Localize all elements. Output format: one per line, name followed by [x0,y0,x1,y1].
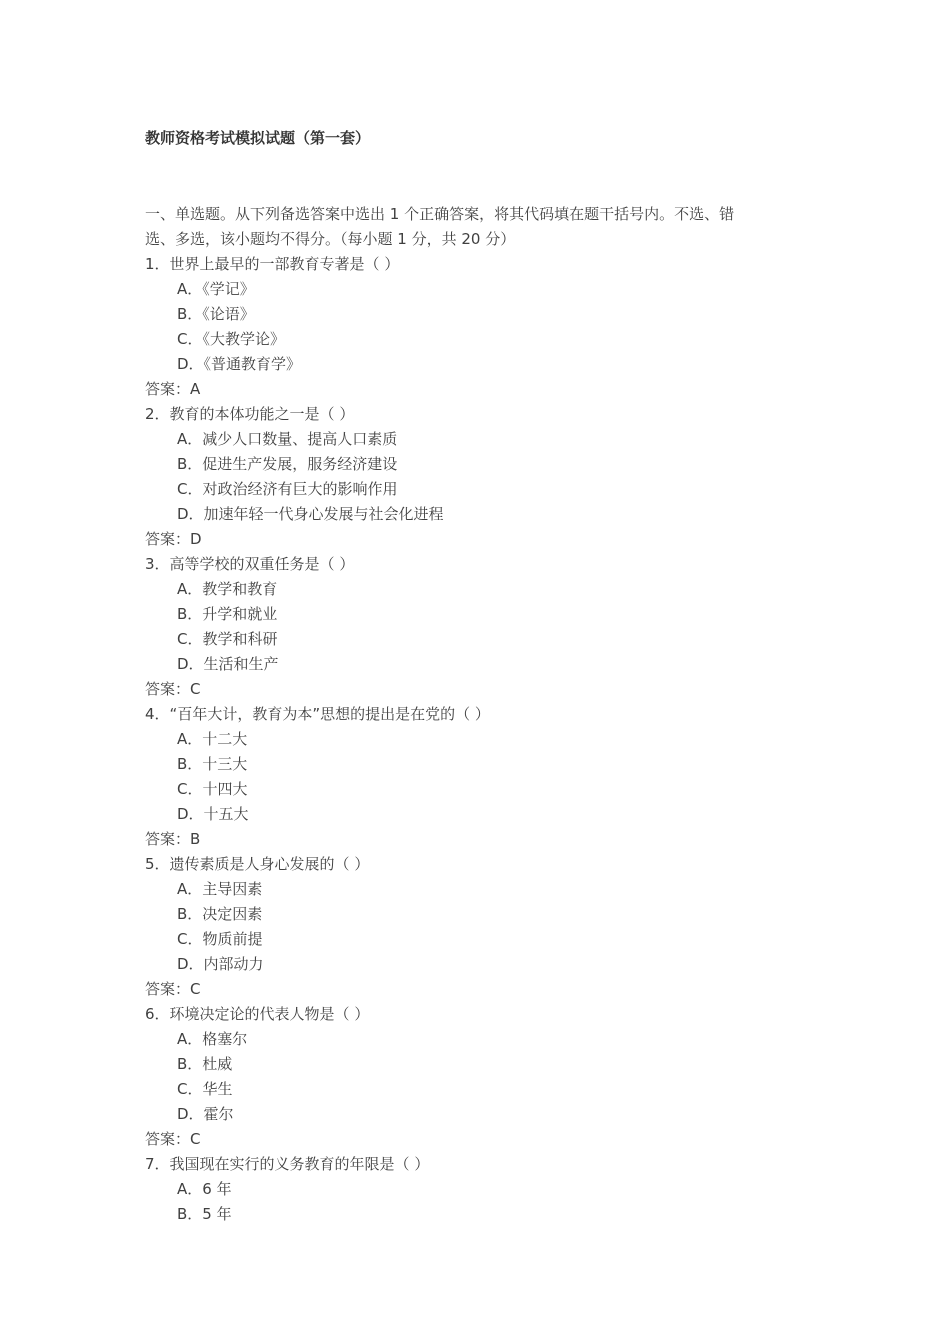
question-stem: 2．教育的本体功能之一是（ ） [145,405,355,423]
question-7 [145,1152,815,1227]
option-c: C．物质前提 [177,930,263,948]
option-c: C．教学和科研 [177,630,278,648]
question-stem: 6．环境决定论的代表人物是（ ） [145,1005,370,1023]
question-stem: 5．遗传素质是人身心发展的（ ） [145,855,370,873]
option-d: D．霍尔 [177,1105,234,1123]
question-2 [145,402,815,552]
option-a: A．十二大 [177,730,248,748]
question-3 [145,552,815,702]
option-b: B．升学和就业 [177,605,278,623]
option-a: A．《学记》 [177,280,255,298]
answer: 答案：C [145,1130,201,1148]
option-d: D．生活和生产 [177,655,279,673]
option-b: B．杜威 [177,1055,233,1073]
answer: 答案：D [145,530,202,548]
section-instructions-line-1: 一、单选题。从下列备选答案中选出 1 个正确答案，将其代码填在题干括号内。不选、错 [145,205,735,223]
question-stem: 7．我国现在实行的义务教育的年限是（ ） [145,1155,430,1173]
option-c: C．对政治经济有巨大的影响作用 [177,480,398,498]
question-1 [145,252,815,402]
section-instructions-line-2: 选、多选，该小题均不得分。（每小题 1 分，共 20 分） [145,230,516,248]
option-a: A．主导因素 [177,880,263,898]
answer: 答案：C [145,980,201,998]
section-instructions [145,202,815,252]
question-6 [145,1002,815,1152]
option-d: D．十五大 [177,805,249,823]
option-c: C．华生 [177,1080,233,1098]
answer: 答案：C [145,680,201,698]
question-stem: 3．高等学校的双重任务是（ ） [145,555,355,573]
option-d: D．加速年轻一代身心发展与社会化进程 [177,505,444,523]
question-4 [145,702,815,852]
option-a: A．教学和教育 [177,580,278,598]
option-d: D．《普通教育学》 [177,355,302,373]
question-list [145,252,815,1227]
option-b: B．决定因素 [177,905,263,923]
question-5 [145,852,815,1002]
option-b: B．5 年 [177,1205,232,1223]
answer: 答案：A [145,380,201,398]
question-stem: 4．“百年大计，教育为本”思想的提出是在党的（ ） [145,705,490,723]
question-stem: 1．世界上最早的一部教育专著是（ ） [145,255,400,273]
option-b: B．促进生产发展，服务经济建设 [177,455,398,473]
document-title: 教师资格考试模拟试题（第一套） [145,129,371,147]
document-page [145,126,815,1227]
option-b: B．《论语》 [177,305,255,323]
option-a: A．格塞尔 [177,1030,248,1048]
option-d: D．内部动力 [177,955,264,973]
answer: 答案：B [145,830,201,848]
option-c: C．《大教学论》 [177,330,285,348]
option-a: A．减少人口数量、提高人口素质 [177,430,398,448]
option-c: C．十四大 [177,780,248,798]
option-a: A．6 年 [177,1180,232,1198]
option-b: B．十三大 [177,755,248,773]
